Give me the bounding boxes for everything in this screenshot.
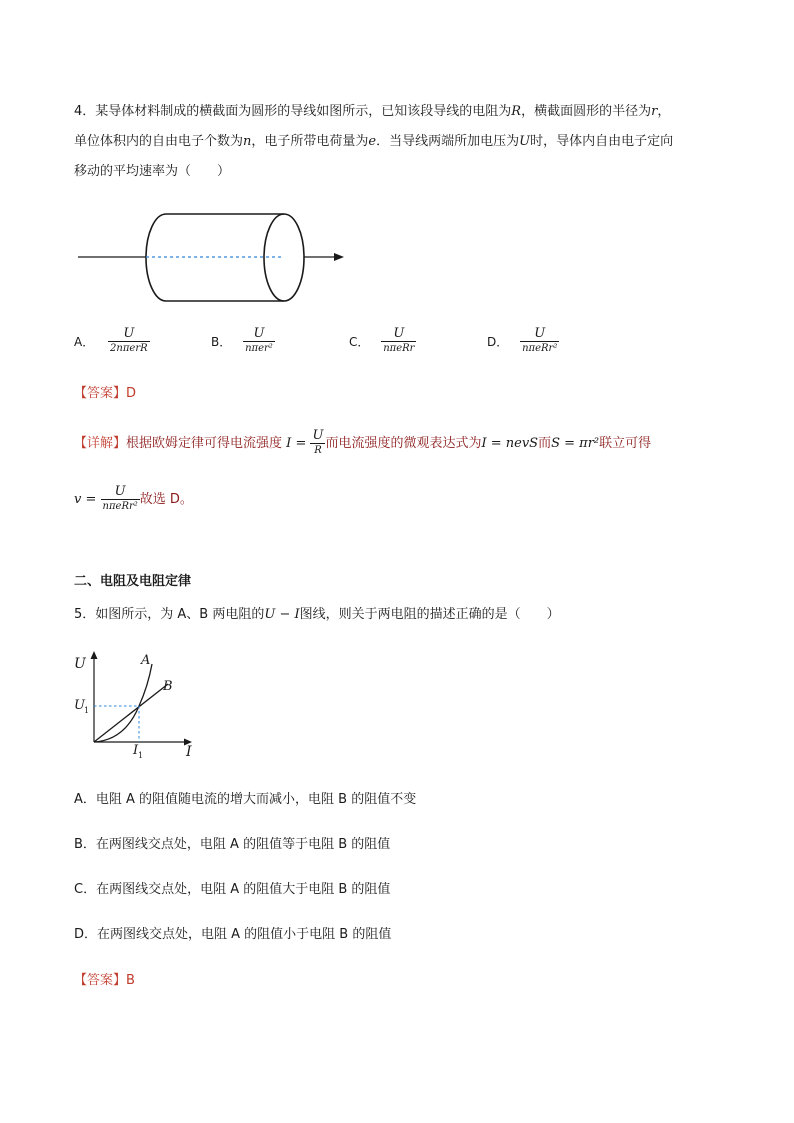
q4-option-a[interactable]: A． $\frac{U}{\text{2nπerR}}$ [74,326,148,354]
axis-u-label: U [74,656,86,672]
axis-i-label: I [186,744,192,760]
q4-option-d[interactable]: D． $\frac{U}{\text{nπeRr²}}$ [487,326,558,354]
conductor-cylinder-figure [74,208,354,308]
q4-option-c[interactable]: C． $\frac{U}{\text{nπeRr}}$ [349,326,415,354]
q4-answer: 【答案】D [74,386,137,401]
q4-option-b[interactable]: B． $\frac{U}{\text{nπer²}}$ [211,326,273,354]
q4-detail-line1: 【详解】根据欧姆定律可得电流强度 I = $\frac{U}{R}$ 而电流强度的微观表达式为I = nevS而S = πr²联立可得 [74,428,652,456]
q5-option-b[interactable]: B．在两图线交点处，电阻 A 的阻值等于电阻 B 的阻值 [74,837,391,852]
q4-line2: 单位体积内的自由电子个数为n，电子所带电荷量为e．当导线两端所加电压为U时，导体内自由电子定向 [74,134,674,149]
q5-answer: 【答案】B [74,973,135,988]
q5-option-d[interactable]: D．在两图线交点处，电阻 A 的阻值小于电阻 B 的阻值 [74,927,392,942]
i1-subscript: 1 [138,751,144,760]
q4-line1: 4．某导体材料制成的横截面为圆形的导线如图所示，已知该段导线的电阻为R，横截面圆形的半径为r， [74,104,671,119]
q5-option-a[interactable]: A．电阻 A 的阻值随电流的增大而减小，电阻 B 的阻值不变 [74,792,417,807]
section-title: 二、电阻及电阻定律 [74,574,192,589]
q5-option-c[interactable]: C．在两图线交点处，电阻 A 的阻值大于电阻 B 的阻值 [74,882,391,897]
q4-line3: 移动的平均速率为（ ） [74,164,231,179]
u1-subscript: 1 [84,706,90,715]
curve-a-label: A [141,653,151,668]
ui-graph [70,648,200,760]
curve-b-label: B [163,679,173,694]
i1-label: I [133,743,139,758]
u1-label: U [74,698,85,713]
q4-detail-line2: v = $\frac{U}{\text{nπeRr²}}$ 故选 D。 [74,484,193,512]
q5-stem: 5．如图所示，为 A、B 两电阻的U − I图线，则关于两电阻的描述正确的是（ ） [74,607,560,622]
